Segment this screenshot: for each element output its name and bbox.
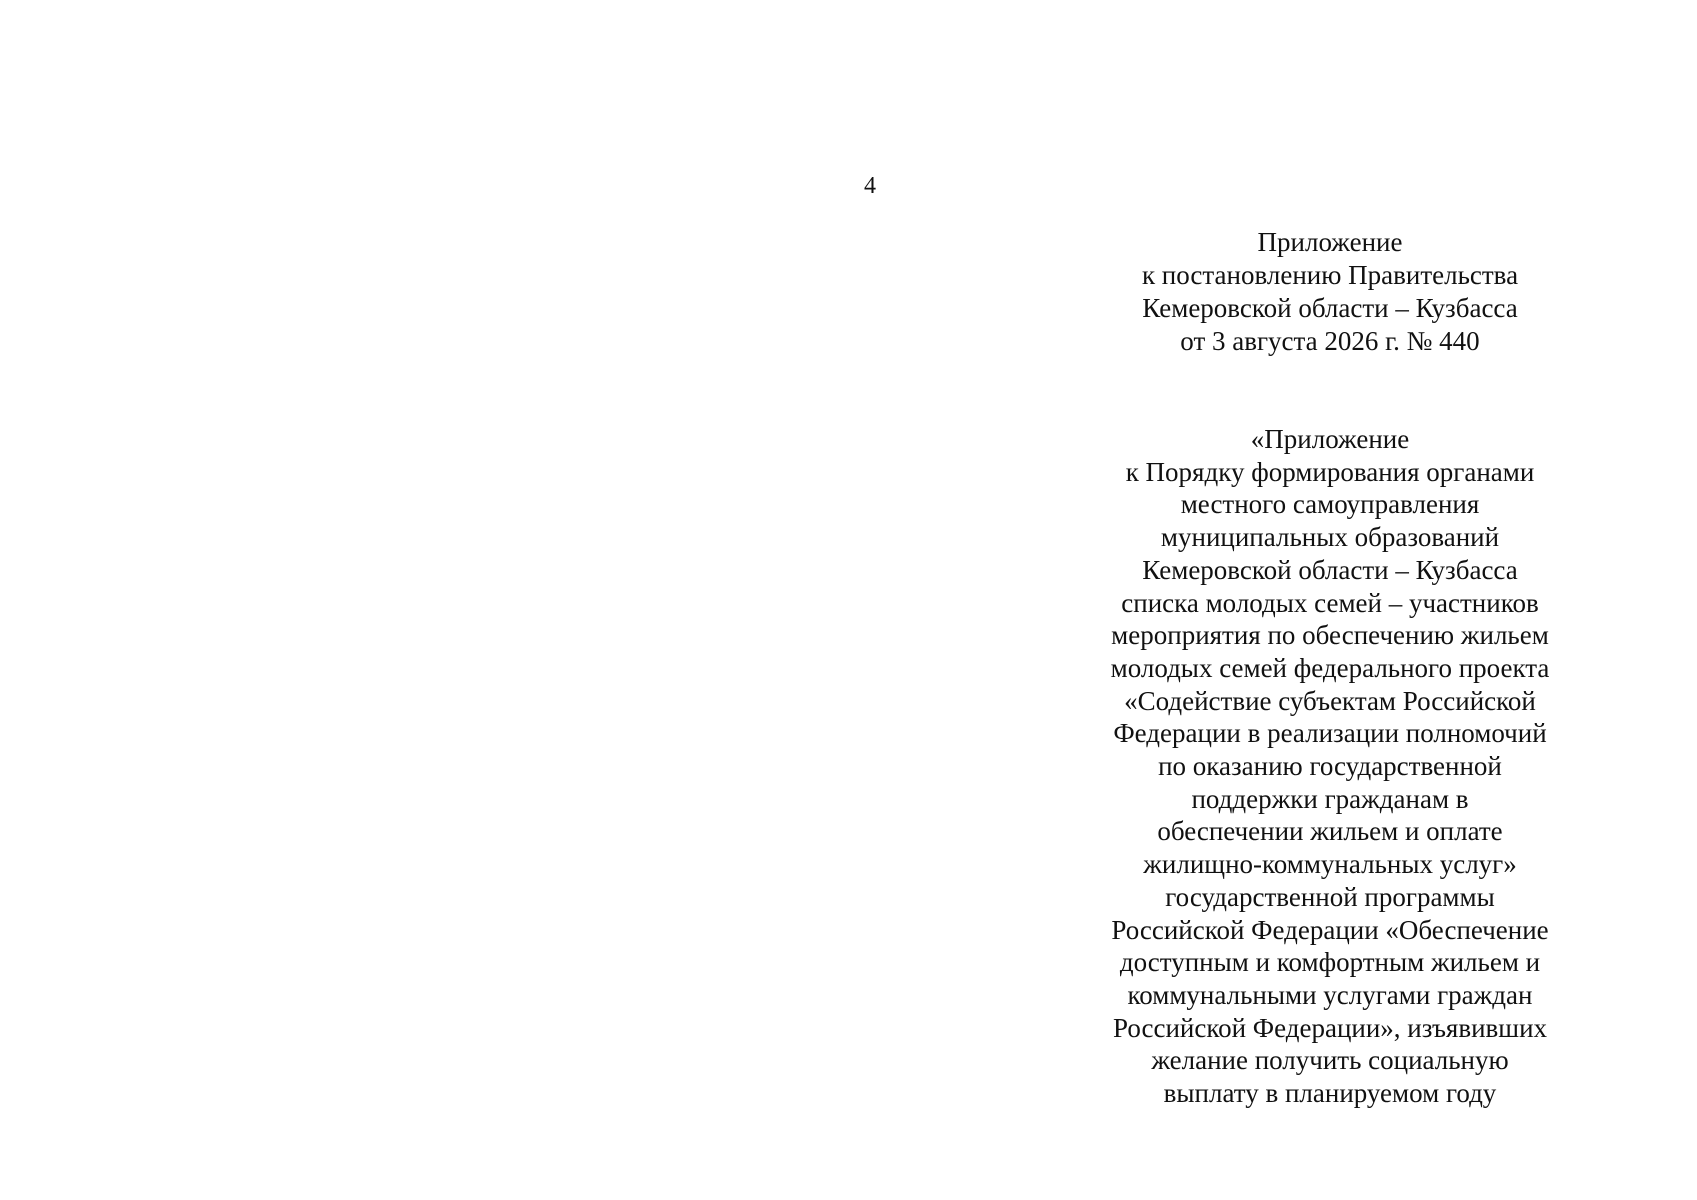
appendix-line: «Приложение <box>1250 424 1410 454</box>
appendix-line: обеспечении жильем и оплате <box>1157 816 1503 847</box>
appendix-line: коммунальными услугами граждан <box>1127 979 1533 1010</box>
appendix-line: молодых семей федерального проекта <box>1110 652 1550 683</box>
appendix-line: государственной программы <box>1165 881 1495 912</box>
appendix-line: к Порядку формирования органами <box>1125 456 1535 487</box>
appendix-line: по оказанию государственной <box>1158 751 1502 782</box>
appendix-line: Федерации в реализации полномочий <box>1113 718 1547 749</box>
appendix-line: «Содействие субъектам Российской <box>1124 685 1536 716</box>
appendix-line: мероприятия по обеспечению жильем <box>1111 620 1549 651</box>
appendix-line: доступным и комфортным жильем и <box>1119 947 1541 978</box>
appendix-line: Кемеровской области – Кузбасса <box>1142 554 1518 585</box>
approval-line: Кемеровской области – Кузбасса <box>1142 293 1518 323</box>
approval-block <box>1070 226 1590 358</box>
appendix-line: местного самоуправления <box>1180 489 1480 520</box>
appendix-line: желание получить социальную <box>1151 1045 1509 1076</box>
page-number: 4 <box>864 173 876 199</box>
appendix-line: поддержки гражданам в <box>1191 783 1469 814</box>
appendix-title-block <box>1070 423 1590 1110</box>
appendix-line: списка молодых семей – участников <box>1121 587 1539 618</box>
appendix-line: выплату в планируемом году <box>1163 1078 1497 1109</box>
appendix-line: муниципальных образований <box>1160 522 1500 553</box>
approval-line: от 3 августа 2026 г. № 440 <box>1180 326 1480 356</box>
approval-line: Приложение <box>1257 227 1403 257</box>
approval-line: к постановлению Правительства <box>1141 260 1519 290</box>
appendix-line: жилищно-коммунальных услуг» <box>1143 849 1517 880</box>
appendix-line: Российской Федерации «Обеспечение <box>1111 914 1549 945</box>
appendix-line: Российской Федерации», изъявивших <box>1112 1012 1548 1043</box>
